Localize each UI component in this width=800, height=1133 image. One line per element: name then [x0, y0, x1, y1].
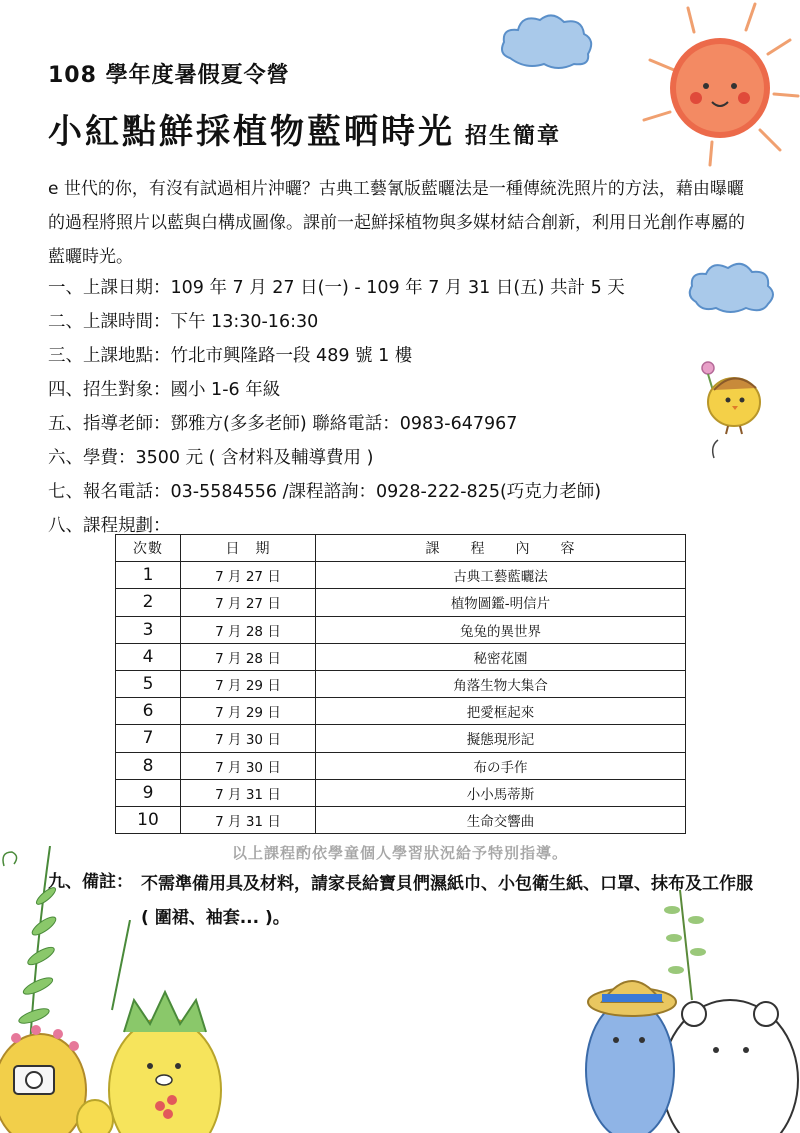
session-date: 7 月 29 日 — [181, 698, 316, 725]
session-content: 兔兔的異世界 — [316, 616, 686, 643]
schedule-table — [115, 534, 686, 834]
session-content: 角落生物大集合 — [316, 670, 686, 697]
table-row — [116, 752, 686, 779]
header-date: 日 期 — [181, 535, 316, 562]
session-content: 布の手作 — [316, 752, 686, 779]
session-number: 7 — [116, 725, 181, 752]
session-date: 7 月 27 日 — [181, 562, 316, 589]
session-number: 2 — [116, 589, 181, 616]
session-date: 7 月 30 日 — [181, 725, 316, 752]
note-label: 九、備註： — [48, 872, 133, 892]
page-title — [48, 104, 561, 153]
session-number: 4 — [116, 643, 181, 670]
table-row — [116, 562, 686, 589]
table-row — [116, 725, 686, 752]
item-fee: 六、學費：3500 元 ( 含材料及輔導費用 ) — [48, 448, 374, 468]
cloud-top-illustration — [498, 10, 598, 72]
session-date: 7 月 28 日 — [181, 643, 316, 670]
item-target: 四、招生對象：國小 1-6 年級 — [48, 380, 281, 400]
session-number: 8 — [116, 752, 181, 779]
session-number: 3 — [116, 616, 181, 643]
session-date: 7 月 31 日 — [181, 779, 316, 806]
subtitle: 108 學年度暑假夏令營 — [48, 63, 290, 88]
table-row — [116, 616, 686, 643]
session-content: 生命交響曲 — [316, 806, 686, 833]
session-number: 5 — [116, 670, 181, 697]
session-number: 10 — [116, 806, 181, 833]
table-row — [116, 670, 686, 697]
item-dates: 一、上課日期：109 年 7 月 27 日(一) - 109 年 7 月 31 日(五) 共計 5 天 — [48, 278, 625, 298]
session-date: 7 月 31 日 — [181, 806, 316, 833]
table-header-row — [116, 535, 686, 562]
header-content: 課 程 內 容 — [316, 535, 686, 562]
schedule-footnote: 以上課程酌依學童個人學習狀況給予特別指導。 — [231, 844, 568, 862]
table-row — [116, 779, 686, 806]
session-date: 7 月 28 日 — [181, 616, 316, 643]
table-row — [116, 643, 686, 670]
item-location: 三、上課地點：竹北市興隆路一段 489 號 1 樓 — [48, 346, 413, 366]
table-row — [116, 589, 686, 616]
title-suffix: 招生簡章 — [465, 124, 562, 149]
item-teacher: 五、指導老師：鄧雅方(多多老師) 聯絡電話：0983-647967 — [48, 414, 518, 434]
table-row — [116, 806, 686, 833]
item-schedule-heading: 八、課程規劃： — [48, 516, 171, 536]
sun-illustration — [630, 0, 800, 175]
session-content: 小小馬蒂斯 — [316, 779, 686, 806]
chick-illustration — [694, 358, 774, 478]
characters-left-illustration — [0, 920, 240, 1133]
session-content: 秘密花園 — [316, 643, 686, 670]
session-date: 7 月 29 日 — [181, 670, 316, 697]
intro-paragraph: e 世代的你，有沒有試過相片沖曬？古典工藝氰版藍曬法是一種傳統洗照片的方法，藉由曝曬的過程將照片以藍與白構成圖像。課前一起鮮採植物與多媒材結合創新，利用日光創作專屬的藍曬時光。 — [48, 179, 745, 267]
session-content: 把愛框起來 — [316, 698, 686, 725]
session-date: 7 月 30 日 — [181, 752, 316, 779]
item-phone: 七、報名電話：03-5584556 /課程諮詢：0928-222-825(巧克力老師) — [48, 482, 602, 502]
session-content: 古典工藝藍曬法 — [316, 562, 686, 589]
note-text: 不需準備用具及材料，請家長給寶貝們濕紙巾、小包衛生紙、口罩、抹布及工作服 ( 圍裙、袖套... )。 — [141, 874, 753, 928]
session-number: 6 — [116, 698, 181, 725]
session-number: 9 — [116, 779, 181, 806]
title-main: 小紅點鮮採植物藍晒時光 — [48, 112, 455, 152]
item-time: 二、上課時間：下午 13:30-16:30 — [48, 312, 319, 332]
session-date: 7 月 27 日 — [181, 589, 316, 616]
header-session: 次數 — [116, 535, 181, 562]
session-number: 1 — [116, 562, 181, 589]
table-row — [116, 698, 686, 725]
session-content: 擬態現形記 — [316, 725, 686, 752]
session-content: 植物圖鑑-明信片 — [316, 589, 686, 616]
